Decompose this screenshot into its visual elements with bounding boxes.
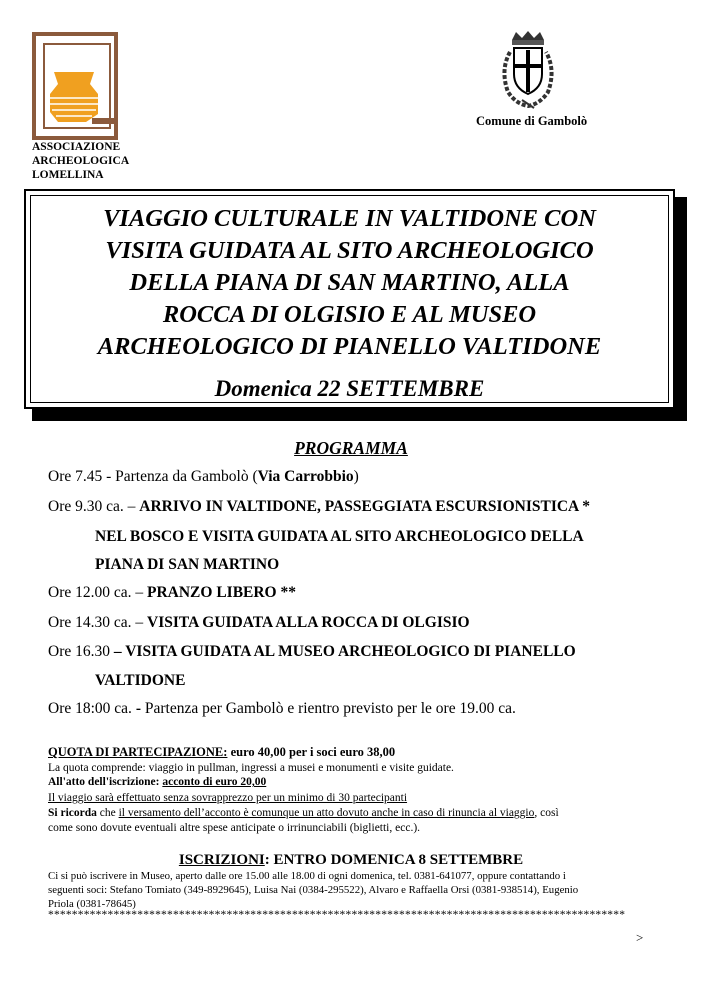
iscrizioni-text: Priola (0381-78645) — [48, 898, 136, 910]
item-text: Partenza per Gambolò e rientro previsto per le ore 19.00 ca. — [140, 700, 516, 717]
item-text: Ore 12.00 ca. – — [48, 584, 147, 601]
comune-label: Comune di Gambolò — [476, 114, 588, 128]
acconto-value: acconto di euro 20,00 — [162, 776, 267, 788]
item-bold-text: NEL BOSCO E VISITA GUIDATA AL SITO ARCHEOLOGICO DELLA — [95, 528, 584, 545]
association-logo-icon — [32, 32, 118, 140]
programma-item — [48, 498, 590, 516]
item-text: Ore 16.30 — [48, 643, 114, 660]
iscrizioni-heading — [0, 852, 702, 869]
event-title-line: VIAGGIO CULTURALE IN VALTIDONE CON — [103, 205, 596, 232]
association-name-line: ASSOCIAZIONE — [32, 141, 121, 153]
programma-item-continued — [95, 556, 279, 574]
acconto-label: All'atto dell'iscrizione: — [48, 776, 163, 788]
item-text: ) — [353, 468, 359, 485]
iscrizioni-deadline: : ENTRO DOMENICA 8 SETTEMBRE — [264, 852, 524, 868]
quota-minimo: Il viaggio sarà effettuato senza sovrapprezzo per un minimo di 30 partecipanti — [48, 792, 408, 804]
programma-item — [48, 700, 516, 718]
event-title-line: ROCCA DI OLGISIO E AL MUSEO — [162, 301, 537, 328]
item-bold-text: ARRIVO IN VALTIDONE, PASSEGGIATA ESCURSIONISTICA * — [139, 498, 591, 515]
item-text: Ore 18:00 ca. — [48, 700, 136, 717]
quota-ricorda — [48, 806, 559, 820]
item-bold-text: - — [135, 700, 141, 717]
next-page-arrow: > — [636, 930, 644, 945]
event-title-line: VISITA GUIDATA AL SITO ARCHEOLOGICO — [105, 237, 594, 264]
association-name — [32, 140, 129, 182]
item-bold-text: PIANA DI SAN MARTINO — [95, 556, 280, 573]
quota-acconto — [48, 775, 266, 789]
event-date: Domenica 22 SETTEMBRE — [214, 376, 485, 401]
event-title — [26, 203, 673, 363]
item-bold-text: PRANZO LIBERO ** — [147, 584, 296, 601]
quota-ricorda-continued: come sono dovute eventuali altre spese anticipate o irrinunciabili (biglietti, ecc.). — [48, 822, 421, 834]
item-bold-text: VISITA GUIDATA ALLA ROCCA DI OLGISIO — [147, 614, 470, 631]
iscrizioni-text: Ci si può iscrivere in Museo, aperto dalle ore 15.00 alle 18.00 di ogni domenica, tel. 0381-641077, oppure contattando i — [48, 870, 566, 882]
item-bold-text: Via Carrobbio — [257, 468, 354, 485]
event-title-line: ARCHEOLOGICO DI PIANELLO VALTIDONE — [97, 333, 602, 360]
ricorda-underlined: il versamento dell’acconto è comunque un atto dovuto anche in caso di rinuncia al viaggio — [118, 807, 535, 819]
programma-item-continued — [95, 528, 584, 546]
programma-item-continued — [95, 672, 185, 690]
association-name-line: LOMELLINA — [32, 169, 104, 181]
item-text: Ore 7.45 - Partenza da Gambolò ( — [48, 468, 258, 485]
ricorda-text: che — [96, 807, 119, 819]
iscrizioni-label: ISCRIZIONI — [178, 852, 265, 868]
item-text: Ore 9.30 ca. – — [48, 498, 140, 515]
iscrizioni-text: seguenti soci: Stefano Tomiato (349-8929645), Luisa Nai (0384-295522), Alvaro e Raffaella Orsi (0381-938514), Eugenio — [48, 884, 579, 896]
quota-label: QUOTA DI PARTECIPAZIONE: — [48, 745, 228, 759]
programma-item — [48, 614, 470, 632]
programma-item — [48, 584, 296, 602]
quota-comprende: La quota comprende: viaggio in pullman, ingressi a musei e monumenti e visite guidate. — [48, 762, 454, 774]
ricorda-label: Si ricorda — [48, 807, 97, 819]
item-bold-text: – VISITA GUIDATA AL MUSEO ARCHEOLOGICO DI PIANELLO — [113, 643, 576, 660]
quota-heading — [48, 745, 395, 759]
comune-crest-icon — [496, 30, 560, 110]
programma-item — [48, 643, 576, 661]
title-box — [24, 189, 675, 409]
association-name-line: ARCHEOLOGICA — [32, 155, 130, 167]
quota-value: euro 40,00 per i soci euro 38,00 — [227, 745, 396, 759]
event-title-line: DELLA PIANA DI SAN MARTINO, ALLA — [129, 269, 570, 296]
item-bold-text: VALTIDONE — [95, 672, 186, 689]
separator-stars: ************************************************************************************************* — [48, 909, 626, 921]
item-text: Ore 14.30 ca. – — [48, 614, 147, 631]
programma-heading: PROGRAMMA — [294, 438, 408, 458]
ricorda-text: , così — [534, 807, 559, 819]
programma-item — [48, 468, 359, 486]
